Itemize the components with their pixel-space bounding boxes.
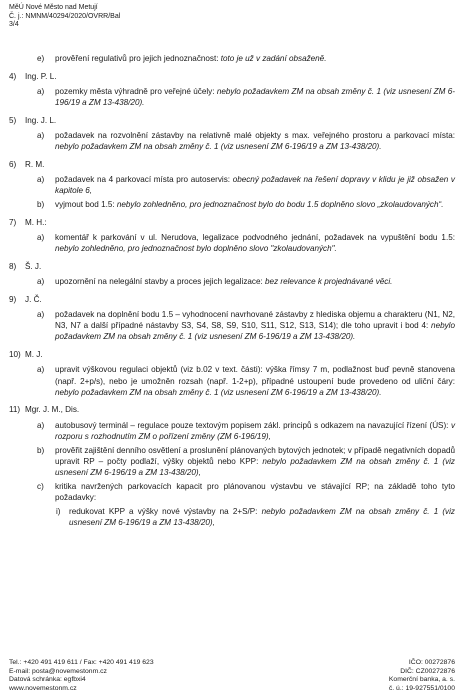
item-response: toto je už v zadání obsaženě.	[220, 53, 327, 63]
item-label: a)	[37, 365, 45, 375]
section-number: 10)	[9, 350, 21, 360]
section-number: 11)	[9, 405, 21, 415]
section-number: 7)	[9, 217, 17, 227]
list-item	[25, 276, 455, 287]
item-text: požadavek na rozvolnění zástavby na relativně malé objekty s max. veřejného prostoru a parkovací místa:	[55, 130, 455, 140]
section-name: M. J.	[25, 350, 43, 360]
item-text: pozemky města výhradně pro veřejné účely:	[55, 86, 217, 96]
sub-item	[55, 506, 455, 528]
section	[9, 294, 455, 343]
item-response: nebylo zohledněno, pro jednoznačnost bylo do bodu 1.5 doplněno slovo „zkolaudovaných“.	[116, 200, 444, 210]
item-label: b)	[37, 200, 45, 210]
item-response: obecný požadavek na řešení dopravy v klidu je již obsažen v kapitole 6,	[55, 174, 455, 196]
item-label: a)	[37, 86, 45, 96]
list-item	[25, 364, 455, 398]
footer-bank: Komerční banka, a. s.	[388, 676, 455, 683]
item-text: komentář k parkování v ul. Nerudova, legalizace podvodného jednání, požadavek na vypuštění bodu 1.5:	[55, 233, 455, 243]
item-text: požadavek na 4 parkovací místa pro autoservis:	[55, 174, 233, 184]
list-item	[25, 232, 455, 254]
item-label: a)	[37, 233, 45, 243]
item-response: bez relevance k projednávané věci.	[265, 277, 393, 287]
item-response: nebylo požadavkem ZM na obsah změny č. 1 (viz usnesení ZM 6-196/19 a ZM 13-438/20).	[55, 321, 455, 342]
item-text: prověření regulativů pro jejich jednoznačnost:	[55, 53, 221, 63]
footer-email: E-mail: posta@novemestonm.cz	[9, 667, 107, 675]
item-label: a)	[37, 174, 45, 184]
section-name: M. H.:	[25, 217, 47, 227]
item-text: upravit výškovou regulaci objektů (viz b.02 v text. části): výška římsy 7 m, podlažnost buď pevně stanovena (např. 2+p/s), nebo je umožněn rozsah (např. 1-2+p), případné ustoupení bude provedeno od uliční čáry:	[55, 365, 455, 386]
item-label: a)	[37, 277, 45, 287]
section	[9, 349, 455, 398]
section-number: 5)	[9, 115, 17, 125]
sub-item-text: redukovat KPP a výšky nové výstavby na 2+S/P:	[69, 506, 262, 516]
section-name: Ing. J. L.	[25, 115, 57, 125]
section-number: 8)	[9, 261, 17, 271]
item-text: vyjmout bod 1.5:	[55, 200, 117, 210]
section	[9, 217, 455, 255]
item-label: e)	[37, 53, 45, 63]
item-response: nebylo požadavkem ZM na obsah změny č. 1 (viz usnesení ZM 6-196/19 a ZM 13-438/20).	[55, 142, 382, 152]
footer-phone-fax: Tel.: +420 491 419 611 / Fax: +420 491 419 623	[9, 659, 154, 666]
footer-dic: DIČ: CZ00272876	[400, 667, 455, 675]
section	[9, 71, 455, 109]
section-number: 4)	[9, 71, 17, 81]
item-text: požadavek na doplnění bodu 1.5 – vyhodnocení navrhované zástavby z hlediska objemu a charakteru (N1, N2, N3, N7 a další případné nástavby S3, S4, S8, S9, S10, S11, S12, S13, S14); dle toho upravit i bod 4:	[55, 310, 455, 331]
footer-account: č. ú.: 19-927551/0100	[388, 684, 455, 692]
section-name: Ing. P. L.	[25, 71, 57, 81]
list-item	[25, 130, 455, 152]
header-office: MěÚ Nové Město nad Metují	[9, 4, 98, 11]
footer-contacts	[9, 659, 154, 693]
sub-item-response: nebylo požadavkem ZM na obsah změny č. 1 (viz usnesení ZM 6-196/19 a ZM 13-438/20),	[69, 506, 455, 527]
item-label: b)	[37, 445, 45, 455]
section	[9, 261, 455, 287]
list-item	[25, 199, 455, 210]
document-header	[9, 4, 120, 30]
footer-data-box: Datová schránka: egfbxi4	[9, 676, 86, 683]
section	[9, 53, 455, 64]
section-name: Š. J.	[25, 261, 42, 271]
header-reference-number: Č. j.: NMNM/40294/2020/OVRR/Bal	[9, 12, 121, 20]
item-text: autobusový terminál – regulace pouze textovým popisem zákl. principů s odkazem na navazující řízení (ÚS):	[55, 420, 451, 430]
footer-ico: IČO: 00272876	[408, 659, 455, 666]
item-label: a)	[37, 310, 45, 320]
item-response: nebylo požadavkem ZM na obsah změny č. 1 (viz usnesení ZM 6-196/19 a ZM 13-438/20),	[55, 457, 455, 478]
list-item	[25, 174, 455, 196]
footer-company-ids	[389, 659, 455, 693]
item-label: a)	[37, 420, 45, 430]
item-label: c)	[37, 482, 44, 492]
item-text: prověřit zajištění denního osvětlení a proslunění plánovaných bytových jednotek; v případě negativních dopadů upravit RP – počty podlaží, výšky objektů nebo KPP:	[55, 445, 455, 467]
section	[9, 159, 455, 211]
header-page-number: 3/4	[9, 21, 19, 29]
section-number: 6)	[9, 159, 17, 169]
section	[9, 404, 455, 528]
section-number: 9)	[9, 294, 17, 304]
list-item	[25, 481, 455, 528]
item-response: nebylo požadavkem ZM na obsah změny č. 1 (viz usnesení ZM 6-196/19 a ZM 13-438/20).	[55, 387, 382, 397]
section-name: R. M.	[25, 159, 45, 169]
sub-item-label: i)	[56, 506, 61, 516]
list-item	[25, 420, 455, 442]
footer-website: www.novemestonm.cz	[9, 684, 77, 692]
section-name: Mgr. J. M., Dis.	[25, 405, 80, 415]
section-name: J. Č.	[25, 294, 42, 304]
list-item	[25, 309, 455, 343]
item-response: nebylo požadavkem ZM na obsah změny č. 1 (viz usnesení ZM 6-196/19 a ZM 13-438/20).	[55, 86, 455, 107]
section	[9, 115, 455, 153]
list-item	[25, 445, 455, 479]
list-item	[25, 53, 455, 64]
item-response: nebylo zohledněno, pro jednoznačnost bylo doplněno slovo "zkolaudovaných".	[55, 244, 337, 254]
item-response: v rozporu s rozhodnutím ZM o pořízení změny (ZM 6-196/19),	[55, 420, 455, 441]
list-item	[25, 86, 455, 108]
item-text: upozornění na nelegální stavby a proces jejich legalizace:	[55, 277, 266, 287]
document-body	[9, 50, 455, 528]
item-text: kritika navržených parkovacích kapacit pro plánovanou výstavbu ve stávající RP; na základě toho tyto požadavky:	[55, 482, 455, 503]
item-label: a)	[37, 130, 45, 140]
